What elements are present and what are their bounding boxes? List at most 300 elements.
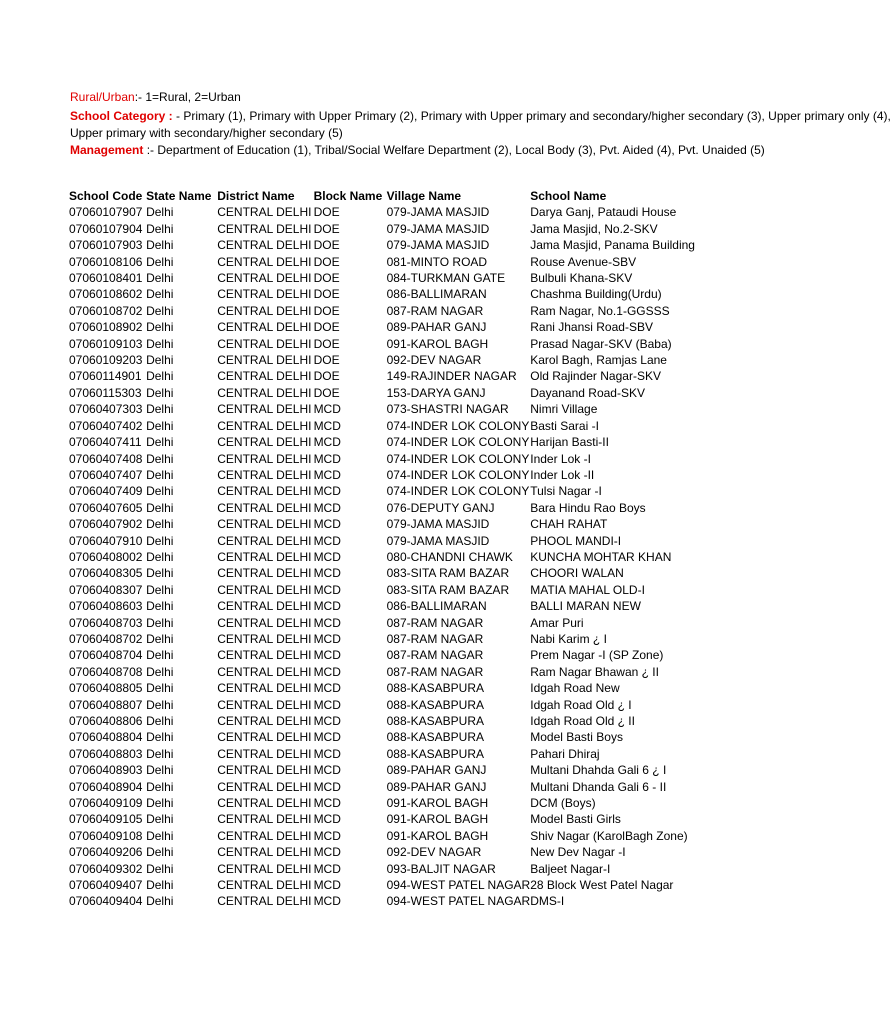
cell-school-code: 07060408603: [69, 599, 143, 614]
cell-school-code: 07060408903: [69, 763, 143, 778]
cell-district-name: CENTRAL DELHI: [217, 549, 312, 564]
cell-school-code: 07060408904: [69, 779, 143, 794]
table-row: [69, 795, 695, 811]
cell-block-name: MCD: [313, 549, 341, 564]
cell-district-name: CENTRAL DELHI: [217, 336, 312, 351]
cell-block-name: DOE: [313, 271, 340, 286]
cell-school-code: 07060408806: [69, 714, 143, 728]
cell-state-name: Delhi: [146, 861, 174, 876]
cell-district-name: CENTRAL DELHI: [217, 254, 312, 269]
legend-management-key: Management: [70, 143, 144, 157]
table-row: [69, 697, 695, 713]
cell-school-code: 07060408307: [69, 582, 143, 597]
cell-block-name: MCD: [313, 418, 341, 433]
cell-state-name: Delhi: [146, 500, 174, 515]
cell-school-name: Old Rajinder Nagar-SKV: [530, 369, 661, 384]
cell-school-code: 07060108902: [69, 320, 143, 335]
cell-district-name: CENTRAL DELHI: [217, 303, 312, 318]
cell-district-name: CENTRAL DELHI: [217, 221, 312, 236]
cell-village-name: 088-KASABPURA: [386, 697, 485, 712]
cell-school-name: Rani Jhansi Road-SBV: [530, 320, 653, 335]
cell-district-name: CENTRAL DELHI: [217, 878, 312, 893]
cell-school-name: Inder Lok -II: [530, 467, 595, 482]
table-body: [69, 204, 695, 909]
cell-block-name: MCD: [313, 845, 341, 860]
cell-block-name: MCD: [313, 631, 341, 646]
table-header-row: [69, 188, 695, 204]
cell-village-name: 088-KASABPURA: [386, 714, 485, 728]
cell-school-code: 07060408803: [69, 746, 143, 761]
table-row: [69, 598, 695, 614]
cell-school-name: Model Basti Boys: [530, 730, 623, 745]
cell-block-name: MCD: [313, 697, 341, 712]
table-row: [69, 319, 695, 335]
cell-school-code: 07060108401: [69, 271, 143, 286]
cell-school-name: Pahari Dhiraj: [530, 746, 600, 761]
cell-state-name: Delhi: [146, 238, 174, 253]
table-row: [69, 680, 695, 696]
cell-school-code: 07060407411: [69, 435, 142, 450]
cell-village-name: 093-BALJIT NAGAR: [386, 861, 496, 876]
cell-school-code: 07060114901: [69, 369, 142, 384]
cell-village-name: 087-RAM NAGAR: [386, 631, 484, 646]
cell-school-code: 07060408704: [69, 648, 143, 663]
cell-school-code: 07060408804: [69, 730, 143, 745]
table-row: [69, 615, 695, 631]
cell-district-name: CENTRAL DELHI: [217, 763, 312, 778]
cell-block-name: DOE: [313, 287, 340, 302]
table-row: [69, 582, 695, 598]
table-row: [69, 828, 695, 844]
cell-state-name: Delhi: [146, 467, 174, 482]
cell-school-code: 07060107907: [69, 205, 143, 220]
cell-state-name: Delhi: [146, 353, 174, 368]
cell-district-name: CENTRAL DELHI: [217, 402, 312, 417]
table-row: [69, 664, 695, 680]
legend-school-category-key: School Category :: [70, 109, 173, 123]
cell-block-name: MCD: [313, 615, 341, 630]
cell-village-name: 074-INDER LOK COLONY: [386, 418, 530, 433]
cell-school-name: Multani Dhanda Gali 6 - II: [530, 779, 667, 794]
cell-school-name: Model Basti Girls: [530, 812, 621, 827]
cell-district-name: CENTRAL DELHI: [217, 615, 312, 630]
legend-school-category-line2: Upper primary with secondary/higher secondary (5): [70, 126, 343, 140]
cell-village-name: 087-RAM NAGAR: [386, 648, 484, 663]
cell-village-name: 091-KAROL BAGH: [386, 828, 489, 843]
cell-village-name: 079-JAMA MASJID: [386, 238, 490, 253]
cell-block-name: MCD: [313, 648, 341, 663]
cell-district-name: CENTRAL DELHI: [217, 681, 312, 696]
cell-district-name: CENTRAL DELHI: [217, 746, 312, 761]
cell-school-code: 07060407902: [69, 517, 143, 532]
cell-state-name: Delhi: [146, 205, 174, 220]
cell-state-name: Delhi: [146, 287, 174, 302]
legend-rural-urban-key: Rural/Urban: [70, 90, 135, 104]
cell-district-name: CENTRAL DELHI: [217, 648, 312, 663]
cell-village-name: 074-INDER LOK COLONY: [386, 451, 530, 466]
cell-village-name: 092-DEV NAGAR: [386, 845, 482, 860]
cell-district-name: CENTRAL DELHI: [217, 582, 312, 597]
cell-school-name: Prem Nagar -I (SP Zone): [530, 648, 664, 663]
cell-village-name: 086-BALLIMARAN: [386, 599, 487, 614]
cell-village-name: 079-JAMA MASJID: [386, 221, 490, 236]
table-row: [69, 565, 695, 581]
cell-school-name: Shiv Nagar (KarolBagh Zone): [530, 828, 688, 843]
cell-school-name: New Dev Nagar -I: [530, 845, 626, 860]
cell-village-name: 084-TURKMAN GATE: [386, 271, 506, 286]
cell-school-name: DMS-I: [530, 894, 565, 909]
cell-school-name: Idgah Road Old ¿ II: [530, 714, 635, 728]
cell-block-name: MCD: [313, 500, 341, 515]
cell-block-name: DOE: [313, 254, 340, 269]
cell-district-name: CENTRAL DELHI: [217, 369, 312, 384]
cell-block-name: MCD: [313, 681, 341, 696]
cell-school-code: 07060109103: [69, 336, 143, 351]
cell-block-name: MCD: [313, 582, 341, 597]
cell-block-name: MCD: [313, 664, 341, 679]
cell-block-name: MCD: [313, 451, 341, 466]
cell-school-code: 07060409206: [69, 845, 143, 860]
table-row: [69, 401, 695, 417]
table-row: [69, 893, 695, 909]
table-row: [69, 418, 695, 434]
cell-village-name: 080-CHANDNI CHAWK: [386, 549, 513, 564]
cell-school-code: 07060409404: [69, 894, 143, 909]
table-row: [69, 762, 695, 778]
header-district-name: District Name: [217, 189, 295, 203]
legend-management: [70, 142, 765, 159]
legend-rural-urban: [70, 89, 696, 106]
cell-village-name: 092-DEV NAGAR: [386, 353, 482, 368]
cell-block-name: MCD: [313, 763, 341, 778]
cell-district-name: CENTRAL DELHI: [217, 451, 312, 466]
cell-district-name: CENTRAL DELHI: [217, 631, 312, 646]
cell-school-code: 07060408002: [69, 549, 143, 564]
cell-block-name: MCD: [313, 730, 341, 745]
cell-school-name: CHOORI WALAN: [530, 566, 624, 581]
cell-village-name: 083-SITA RAM BAZAR: [386, 582, 510, 597]
cell-district-name: CENTRAL DELHI: [217, 599, 312, 614]
table-row: [69, 254, 695, 270]
cell-state-name: Delhi: [146, 845, 174, 860]
cell-state-name: Delhi: [146, 796, 174, 811]
cell-district-name: CENTRAL DELHI: [217, 385, 312, 400]
cell-block-name: DOE: [313, 320, 340, 335]
table-row: [69, 221, 695, 237]
cell-district-name: CENTRAL DELHI: [217, 533, 312, 548]
cell-state-name: Delhi: [146, 320, 174, 335]
cell-block-name: MCD: [313, 467, 341, 482]
cell-state-name: Delhi: [146, 435, 174, 450]
school-table-container: [69, 188, 695, 910]
cell-district-name: CENTRAL DELHI: [217, 697, 312, 712]
cell-district-name: CENTRAL DELHI: [217, 271, 312, 286]
cell-block-name: MCD: [313, 533, 341, 548]
cell-village-name: 091-KAROL BAGH: [386, 796, 489, 811]
cell-school-name: Harijan Basti-II: [530, 435, 609, 450]
cell-village-name: 089-PAHAR GANJ: [386, 320, 487, 335]
table-row: [69, 303, 695, 319]
cell-district-name: CENTRAL DELHI: [217, 861, 312, 876]
cell-district-name: CENTRAL DELHI: [217, 845, 312, 860]
cell-village-name: 094-WEST PATEL NAGAR: [386, 878, 531, 893]
cell-block-name: DOE: [313, 385, 340, 400]
table-row: [69, 483, 695, 499]
cell-state-name: Delhi: [146, 599, 174, 614]
cell-district-name: CENTRAL DELHI: [217, 796, 312, 811]
cell-state-name: Delhi: [146, 763, 174, 778]
cell-school-code: 07060407910: [69, 533, 143, 548]
cell-district-name: CENTRAL DELHI: [217, 517, 312, 532]
legend-management-text: :- Department of Education (1), Tribal/Social Welfare Department (2), Local Body (3), Pvt. Aided (4), Pvt. Unaided (5): [143, 143, 765, 157]
cell-school-code: 07060408807: [69, 697, 143, 712]
cell-district-name: CENTRAL DELHI: [217, 500, 312, 515]
cell-village-name: 076-DEPUTY GANJ: [386, 500, 495, 515]
cell-state-name: Delhi: [146, 533, 174, 548]
table-row: [69, 352, 695, 368]
table-row: [69, 811, 695, 827]
cell-village-name: 088-KASABPURA: [386, 746, 485, 761]
cell-state-name: Delhi: [146, 730, 174, 745]
table-row: [69, 451, 695, 467]
header-block-name: Block Name: [313, 189, 383, 203]
cell-school-code: 07060409407: [69, 878, 143, 893]
cell-district-name: CENTRAL DELHI: [217, 664, 312, 679]
cell-village-name: 074-INDER LOK COLONY: [386, 484, 530, 499]
header-state-name: State Name: [146, 189, 212, 203]
cell-school-name: Jama Masjid, Panama Building: [530, 238, 695, 253]
cell-block-name: MCD: [313, 402, 341, 417]
cell-village-name: 089-PAHAR GANJ: [386, 779, 487, 794]
cell-school-name: Ram Nagar, No.1-GGSSS: [530, 303, 670, 318]
cell-village-name: 094-WEST PATEL NAGAR: [386, 894, 531, 909]
cell-district-name: CENTRAL DELHI: [217, 238, 312, 253]
cell-school-name: Dayanand Road-SKV: [530, 385, 645, 400]
cell-district-name: CENTRAL DELHI: [217, 320, 312, 335]
cell-district-name: CENTRAL DELHI: [217, 435, 312, 450]
cell-village-name: 074-INDER LOK COLONY: [386, 467, 530, 482]
cell-school-name: MATIA MAHAL OLD-I: [530, 582, 645, 597]
header-village-name: Village Name: [386, 189, 462, 203]
table-row: [69, 237, 695, 253]
cell-state-name: Delhi: [146, 582, 174, 597]
table-row: [69, 631, 695, 647]
cell-school-name: Karol Bagh, Ramjas Lane: [530, 353, 667, 368]
cell-state-name: Delhi: [146, 779, 174, 794]
cell-block-name: DOE: [313, 221, 340, 236]
cell-school-name: Ram Nagar Bhawan ¿ II: [530, 664, 659, 679]
cell-village-name: 081-MINTO ROAD: [386, 254, 488, 269]
cell-block-name: MCD: [313, 746, 341, 761]
cell-state-name: Delhi: [146, 418, 174, 433]
cell-village-name: 087-RAM NAGAR: [386, 664, 484, 679]
table-row: [69, 647, 695, 663]
table-row: [69, 877, 695, 893]
header-school-code: School Code: [69, 189, 143, 203]
cell-district-name: CENTRAL DELHI: [217, 812, 312, 827]
cell-school-name: KUNCHA MOHTAR KHAN: [530, 549, 672, 564]
table-row: [69, 844, 695, 860]
cell-school-code: 07060407605: [69, 500, 143, 515]
table-row: [69, 286, 695, 302]
cell-state-name: Delhi: [146, 566, 174, 581]
cell-district-name: CENTRAL DELHI: [217, 566, 312, 581]
table-row: [69, 746, 695, 762]
table-row: [69, 861, 695, 877]
cell-school-code: 07060109203: [69, 353, 143, 368]
cell-school-code: 07060408305: [69, 566, 143, 581]
cell-village-name: 073-SHASTRI NAGAR: [386, 402, 509, 417]
cell-school-code: 07060108602: [69, 287, 143, 302]
cell-block-name: MCD: [313, 714, 341, 728]
cell-school-name: PHOOL MANDI-I: [530, 533, 622, 548]
table-row: [69, 713, 695, 729]
header-school-name: School Name: [530, 189, 607, 203]
cell-block-name: MCD: [313, 484, 341, 499]
cell-school-name: Baljeet Nagar-I: [530, 861, 611, 876]
cell-school-name: CHAH RAHAT: [530, 517, 608, 532]
cell-school-code: 07060407409: [69, 484, 143, 499]
table-row: [69, 270, 695, 286]
cell-school-code: 07060407402: [69, 418, 143, 433]
cell-village-name: 083-SITA RAM BAZAR: [386, 566, 510, 581]
cell-state-name: Delhi: [146, 549, 174, 564]
cell-state-name: Delhi: [146, 254, 174, 269]
table-row: [69, 549, 695, 565]
cell-school-code: 07060409108: [69, 828, 143, 843]
cell-block-name: MCD: [313, 599, 341, 614]
school-table: [69, 188, 695, 910]
table-row: [69, 516, 695, 532]
cell-district-name: CENTRAL DELHI: [217, 714, 312, 728]
cell-school-name: DCM (Boys): [530, 796, 596, 811]
table-row: [69, 385, 695, 401]
cell-state-name: Delhi: [146, 648, 174, 663]
cell-block-name: MCD: [313, 861, 341, 876]
cell-state-name: Delhi: [146, 697, 174, 712]
table-row: [69, 533, 695, 549]
cell-village-name: 086-BALLIMARAN: [386, 287, 487, 302]
cell-village-name: 079-JAMA MASJID: [386, 533, 490, 548]
cell-state-name: Delhi: [146, 385, 174, 400]
cell-school-name: BALLI MARAN NEW: [530, 599, 641, 614]
cell-school-name: Idgah Road New: [530, 681, 620, 696]
cell-district-name: CENTRAL DELHI: [217, 730, 312, 745]
cell-block-name: DOE: [313, 353, 340, 368]
cell-village-name: 074-INDER LOK COLONY: [386, 435, 530, 450]
cell-district-name: CENTRAL DELHI: [217, 353, 312, 368]
cell-district-name: CENTRAL DELHI: [217, 828, 312, 843]
cell-school-name: 28 Block West Patel Nagar: [530, 878, 674, 893]
cell-school-name: Nimri Village: [530, 402, 598, 417]
cell-village-name: 091-KAROL BAGH: [386, 336, 489, 351]
cell-block-name: DOE: [313, 369, 340, 384]
cell-school-name: Amar Puri: [530, 615, 584, 630]
cell-state-name: Delhi: [146, 402, 174, 417]
cell-state-name: Delhi: [146, 746, 174, 761]
cell-school-name: Nabi Karim ¿ I: [530, 631, 607, 646]
cell-district-name: CENTRAL DELHI: [217, 467, 312, 482]
cell-school-name: Multani Dhahda Gali 6 ¿ I: [530, 763, 667, 778]
table-row: [69, 336, 695, 352]
cell-school-name: Inder Lok -I: [530, 451, 591, 466]
cell-state-name: Delhi: [146, 517, 174, 532]
cell-school-name: Rouse Avenue-SBV: [530, 254, 637, 269]
legend: [70, 89, 891, 159]
legend-school-category: [70, 108, 891, 125]
cell-block-name: DOE: [313, 336, 340, 351]
legend-rural-urban-text: :- 1=Rural, 2=Urban: [134, 90, 241, 104]
cell-state-name: Delhi: [146, 369, 174, 384]
cell-school-name: Tulsi Nagar -I: [530, 484, 602, 499]
table-row: [69, 467, 695, 483]
cell-state-name: Delhi: [146, 484, 174, 499]
table-row: [69, 368, 695, 384]
cell-state-name: Delhi: [146, 714, 174, 728]
cell-school-name: Jama Masjid, No.2-SKV: [530, 221, 658, 236]
cell-state-name: Delhi: [146, 271, 174, 286]
cell-school-code: 07060409105: [69, 812, 143, 827]
cell-village-name: 087-RAM NAGAR: [386, 303, 484, 318]
cell-school-code: 07060115303: [69, 385, 142, 400]
cell-district-name: CENTRAL DELHI: [217, 484, 312, 499]
cell-school-code: 07060407303: [69, 402, 143, 417]
cell-school-code: 07060108106: [69, 254, 143, 269]
cell-village-name: 149-RAJINDER NAGAR: [386, 369, 517, 384]
cell-school-code: 07060408702: [69, 631, 143, 646]
cell-block-name: MCD: [313, 894, 341, 909]
table-row: [69, 204, 695, 220]
cell-block-name: MCD: [313, 812, 341, 827]
cell-state-name: Delhi: [146, 221, 174, 236]
cell-school-code: 07060409302: [69, 861, 143, 876]
cell-school-code: 07060408708: [69, 664, 143, 679]
cell-school-name: Darya Ganj, Pataudi House: [530, 205, 677, 220]
cell-block-name: DOE: [313, 238, 340, 253]
cell-school-name: Idgah Road Old ¿ I: [530, 697, 632, 712]
cell-block-name: MCD: [313, 517, 341, 532]
cell-village-name: 153-DARYA GANJ: [386, 385, 486, 400]
cell-school-name: Prasad Nagar-SKV (Baba): [530, 336, 672, 351]
cell-block-name: MCD: [313, 828, 341, 843]
cell-village-name: 087-RAM NAGAR: [386, 615, 484, 630]
cell-school-code: 07060107903: [69, 238, 143, 253]
cell-block-name: MCD: [313, 878, 341, 893]
cell-school-name: Chashma Building(Urdu): [530, 287, 662, 302]
table-row: [69, 434, 695, 450]
cell-district-name: CENTRAL DELHI: [217, 894, 312, 909]
cell-state-name: Delhi: [146, 615, 174, 630]
legend-school-category-text: - Primary (1), Primary with Upper Primary (2), Primary with Upper primary and secondary/higher secondary (3), Upper primary only (4),: [172, 109, 891, 123]
table-row: [69, 500, 695, 516]
cell-state-name: Delhi: [146, 894, 174, 909]
table-row: [69, 729, 695, 745]
cell-village-name: 089-PAHAR GANJ: [386, 763, 487, 778]
cell-block-name: DOE: [313, 205, 340, 220]
cell-state-name: Delhi: [146, 681, 174, 696]
cell-state-name: Delhi: [146, 631, 174, 646]
cell-state-name: Delhi: [146, 878, 174, 893]
cell-school-name: Bulbuli Khana-SKV: [530, 271, 633, 286]
cell-district-name: CENTRAL DELHI: [217, 287, 312, 302]
cell-state-name: Delhi: [146, 336, 174, 351]
cell-school-code: 07060107904: [69, 221, 143, 236]
cell-block-name: MCD: [313, 435, 341, 450]
cell-school-code: 07060407408: [69, 451, 143, 466]
cell-state-name: Delhi: [146, 828, 174, 843]
cell-school-code: 07060108702: [69, 303, 143, 318]
cell-school-name: Basti Sarai -I: [530, 418, 599, 433]
